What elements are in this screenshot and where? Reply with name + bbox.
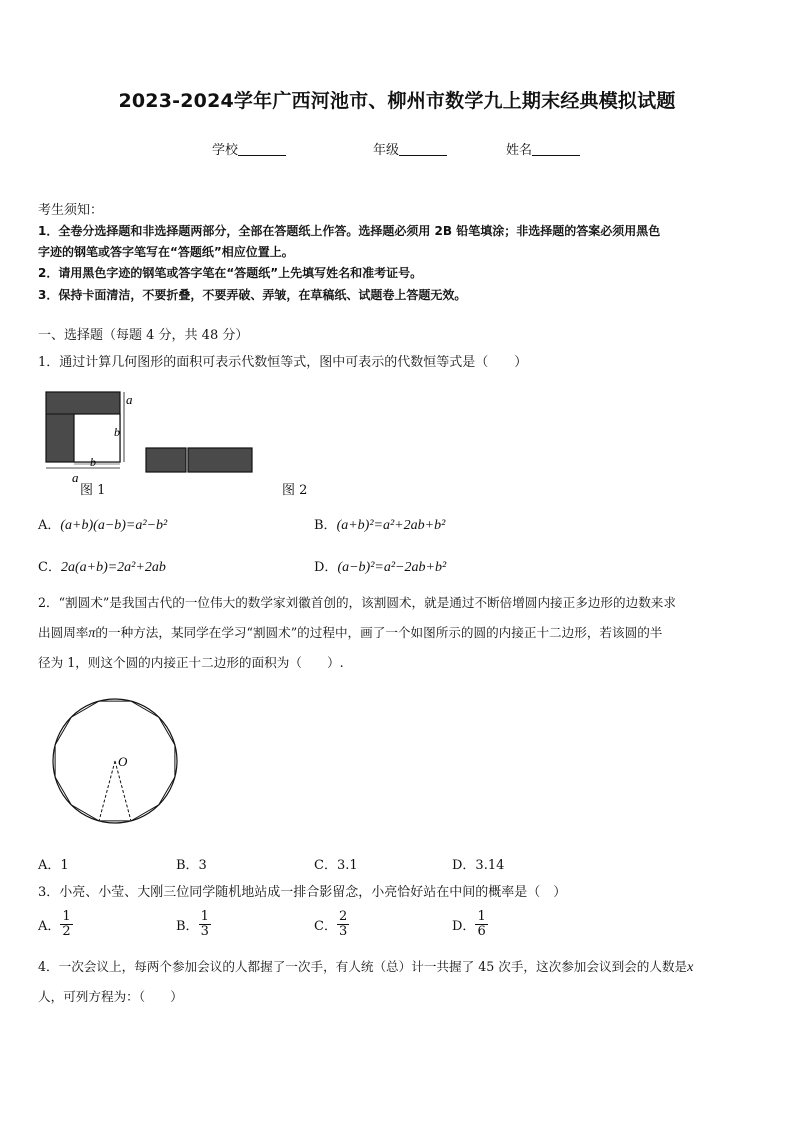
- name-blank[interactable]: [532, 142, 580, 156]
- q1-option-c-label: C．: [38, 560, 61, 575]
- q2-option-d[interactable]: D．3.14: [452, 858, 505, 873]
- school-label: 学校: [212, 143, 239, 158]
- q2-option-b[interactable]: B．3: [176, 858, 207, 873]
- notice-heading: 考生须知：: [38, 203, 104, 218]
- q3-option-c[interactable]: [314, 910, 349, 939]
- q4-line-2: 人，可列方程为：（ ）: [38, 989, 183, 1004]
- q1-option-a-label: A．: [38, 518, 61, 533]
- section-heading: 一、选择题（每题 4 分，共 48 分）: [38, 328, 249, 343]
- q3-option-b-fraction: $\frac{1}{3}$: [200, 909, 209, 939]
- q2-line-2: [38, 622, 758, 644]
- q1-stem: 1．通过计算几何图形的面积可表示代数恒等式，图中可表示的代数恒等式是（ ）: [38, 355, 528, 370]
- notice-item-3: 3．保持卡面清洁，不要折叠，不要弄破、弄皱，在草稿纸、试题卷上答题无效。: [38, 288, 467, 302]
- q3-option-c-label: C．: [314, 919, 337, 934]
- q2-option-c[interactable]: C．3.1: [314, 858, 358, 873]
- q3-stem: 3．小亮、小莹、大刚三位同学随机地站成一排合影留念，小亮恰好站在中间的概率是（ ）: [38, 885, 567, 900]
- q3-option-d-label: D．: [452, 919, 476, 934]
- q1-option-a[interactable]: [38, 514, 167, 534]
- q1-option-d-text: (a−b)²=a²−2ab+b²: [337, 560, 447, 575]
- q2-option-a[interactable]: A．1: [38, 858, 69, 873]
- q2-line-2a: 出圆周率: [38, 625, 89, 640]
- fig1-caption: 图 1: [80, 483, 106, 498]
- q3-option-a[interactable]: [38, 910, 73, 939]
- figure-1: [46, 392, 133, 484]
- school-field: [212, 139, 286, 158]
- q2-line-1: 2．“割圆术”是我国古代的一位伟大的数学家刘徽首创的，该割圆术，就是通过不断倍增圆内接正多边形的边数来求: [38, 595, 676, 610]
- q1-option-b-label: B．: [314, 518, 337, 533]
- q1-option-d-label: D．: [314, 560, 338, 575]
- q1-option-c[interactable]: [38, 556, 166, 576]
- q3-option-b[interactable]: [176, 910, 211, 939]
- q3-option-b-label: B．: [176, 919, 199, 934]
- radius-line-2: [115, 761, 131, 821]
- fig1-label-b-horiz: b: [90, 455, 96, 469]
- fig1-label-a-vert: a: [126, 392, 133, 407]
- q4-line-1: [38, 956, 758, 978]
- grade-blank[interactable]: [399, 142, 447, 156]
- radius-line-1: [99, 761, 115, 821]
- q3-option-d-fraction: $\frac{1}{6}$: [477, 909, 486, 939]
- name-label: 姓名: [506, 143, 533, 158]
- q4-x: x: [687, 960, 694, 975]
- fig2-caption: 图 2: [282, 483, 308, 498]
- q2-line-3: 径为 1，则这个圆的内接正十二边形的面积为（ ）.: [38, 655, 344, 670]
- figure-2: [146, 448, 252, 472]
- q3-option-a-label: A．: [38, 919, 61, 934]
- q1-option-b-text: (a+b)²=a²+2ab+b²: [336, 518, 446, 533]
- school-blank[interactable]: [238, 142, 286, 156]
- q1-option-a-text: (a+b)(a−b)=a²−b²: [60, 518, 168, 533]
- fig1-label-b-vert: b: [114, 425, 120, 439]
- q3-option-c-fraction: $\frac{2}{3}$: [338, 909, 348, 939]
- name-field: [506, 139, 580, 158]
- grade-label: 年级: [373, 143, 400, 158]
- q2-line-2b: 的一种方法，某同学在学习“割圆术”的过程中，画了一个如图所示的圆的内接正十二边形，若该圆的半: [95, 625, 663, 640]
- q2-pi: π: [88, 626, 96, 641]
- grade-field: [373, 139, 447, 158]
- q4-line-1a: 4．一次会议上，每两个参加会议的人都握了一次手，有人统（总）计一共握了 45 次手，这次参加会议到会的人数是: [38, 959, 688, 974]
- notice-item-1: 1．全卷分选择题和非选择题两部分，全部在答题纸上作答。选择题必须用 2B 铅笔填涂；非选择题的答案必须用黑色: [38, 224, 661, 238]
- q3-option-d[interactable]: [452, 910, 488, 939]
- q3-option-a-fraction: $\frac{1}{2}$: [62, 909, 71, 939]
- q2-circle-figure: [48, 694, 184, 830]
- q1-option-d[interactable]: [314, 556, 446, 576]
- notice-item-1-cont: 字迹的钢笔或答字笔写在“答题纸”相应位置上。: [38, 245, 294, 259]
- center-label-o: O: [118, 754, 128, 769]
- exam-title: 2023-2024学年广西河池市、柳州市数学九上期末经典模拟试题: [118, 90, 676, 112]
- notice-item-2: 2．请用黑色字迹的钢笔或答字笔在“答题纸”上先填写姓名和准考证号。: [38, 266, 423, 280]
- fig1-label-a-horiz: a: [72, 470, 79, 484]
- q1-figures: [38, 384, 268, 484]
- q1-option-b[interactable]: [314, 514, 445, 534]
- q1-option-c-text: 2a(a+b)=2a²+2ab: [60, 560, 166, 575]
